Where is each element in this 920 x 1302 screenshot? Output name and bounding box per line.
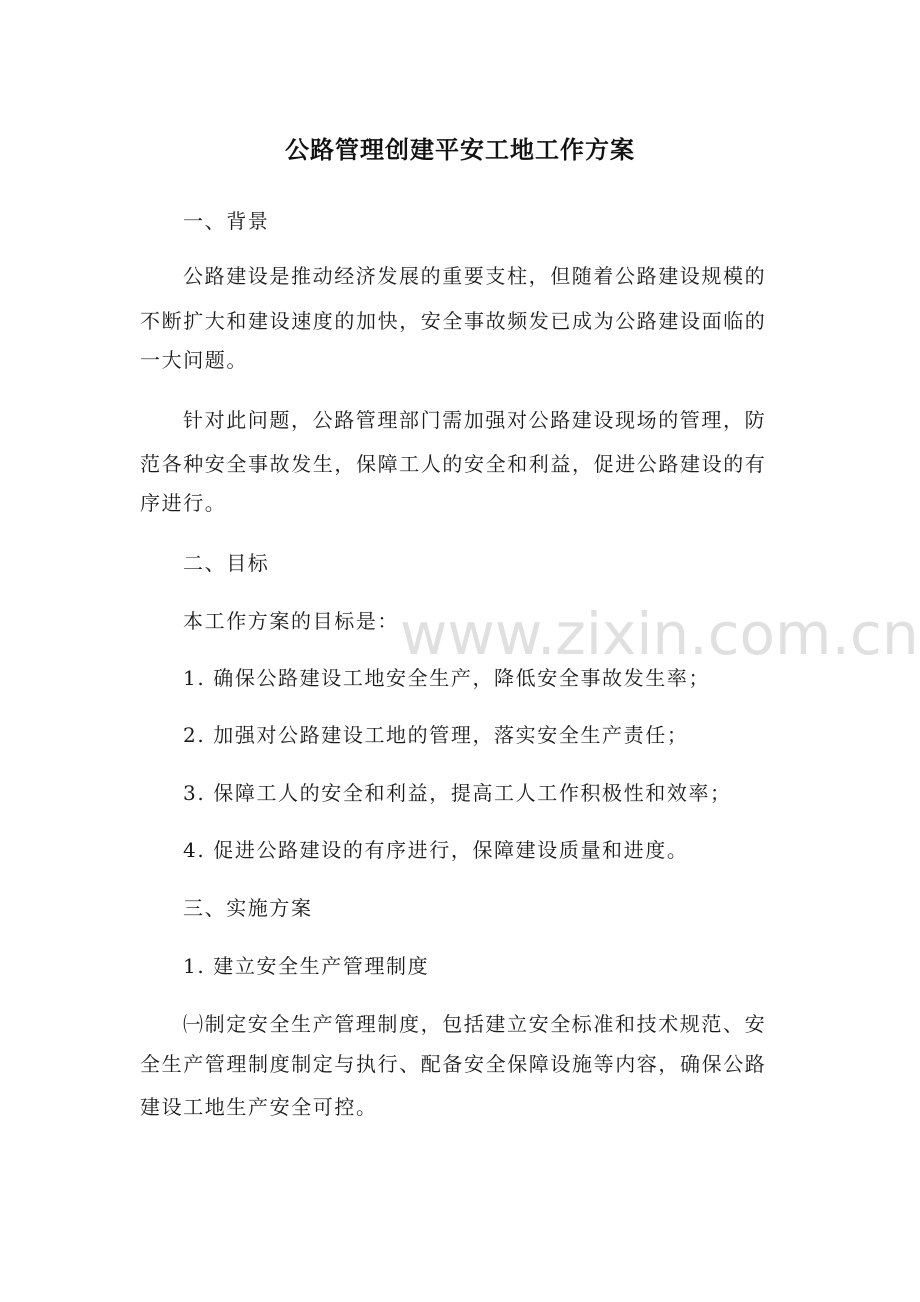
list-item: 1. 确保公路建设工地安全生产，降低安全事故发生率； (183, 666, 711, 690)
subsection-heading: 1. 建立安全生产管理制度 (183, 954, 430, 978)
paragraph-line: 不断扩大和建设速度的加快，安全事故频发已成为公路建设面临的 (140, 309, 767, 333)
paragraph-line: 本工作方案的目标是： (183, 609, 399, 633)
paragraph-line: 一大问题。 (140, 348, 248, 372)
paragraph-line: ㈠制定安全生产管理制度，包括建立安全标准和技术规范、安 (183, 1012, 767, 1036)
section-heading-goals: 二、目标 (183, 551, 270, 575)
paragraph-line: 建设工地生产安全可控。 (140, 1095, 378, 1119)
section-heading-background: 一、背景 (183, 209, 270, 233)
paragraph-line: 公路建设是推动经济发展的重要支柱，但随着公路建设规模的 (183, 264, 767, 288)
section-heading-plan: 三、实施方案 (183, 896, 313, 920)
document-title: 公路管理创建平安工地工作方案 (285, 136, 635, 164)
paragraph-line: 序进行。 (140, 491, 227, 515)
paragraph-line: 全生产管理制度制定与执行、配备安全保障设施等内容，确保公路 (140, 1052, 767, 1076)
paragraph-line: 范各种安全事故发生，保障工人的安全和利益，促进公路建设的有 (140, 452, 767, 476)
paragraph-line: 针对此问题，公路管理部门需加强对公路建设现场的管理，防 (183, 408, 767, 432)
list-item: 3. 保障工人的安全和利益，提高工人工作积极性和效率； (183, 781, 732, 805)
list-item: 4. 促进公路建设的有序进行，保障建设质量和进度。 (183, 838, 689, 862)
watermark: www.zixin.com.cn (400, 600, 919, 668)
list-item: 2. 加强对公路建设工地的管理，落实安全生产责任； (183, 723, 689, 747)
